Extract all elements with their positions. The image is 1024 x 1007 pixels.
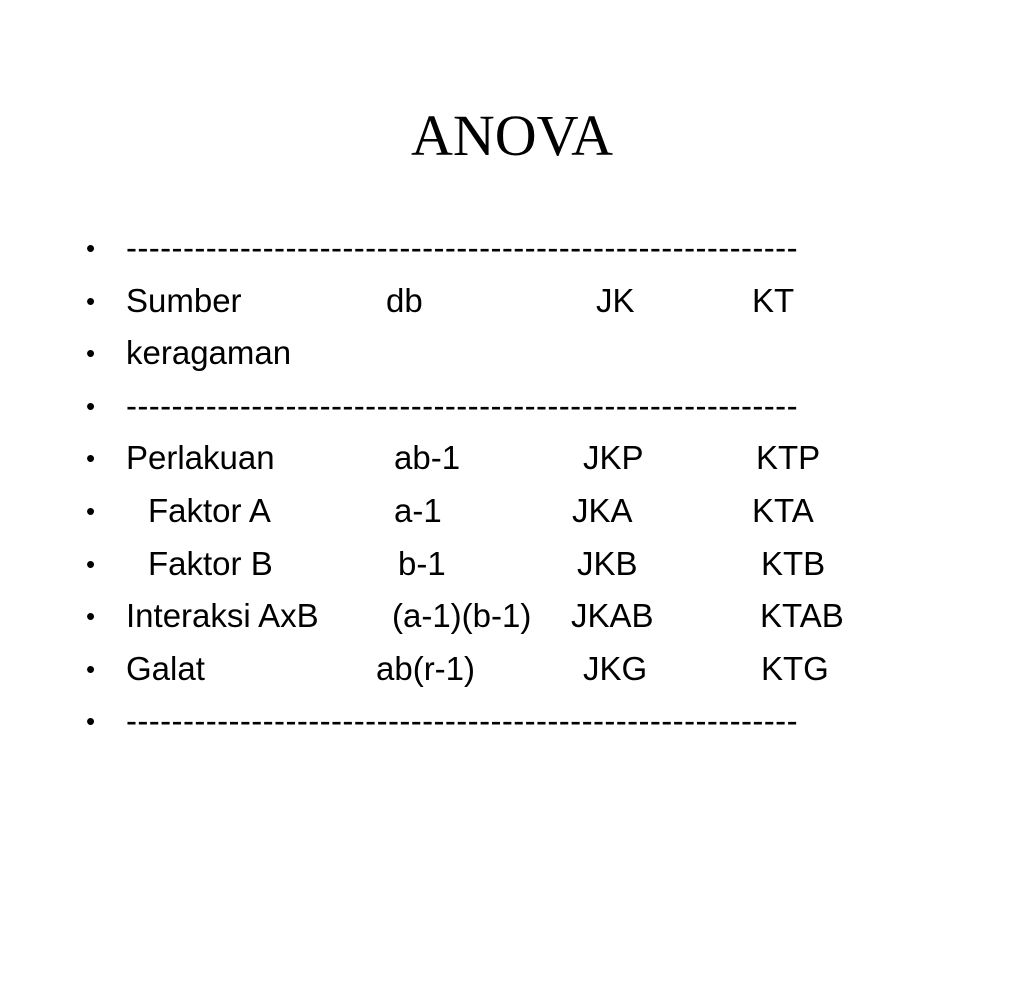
bullet-icon: • <box>86 233 96 263</box>
table-row <box>0 485 1024 538</box>
source-cell: Faktor A <box>148 491 271 529</box>
bullet-icon: • <box>86 495 96 526</box>
ss-cell: JKAB <box>571 597 654 635</box>
separator-line: ----------------------------------------------------------- <box>126 229 798 266</box>
df-cell: ab-1 <box>394 439 461 477</box>
df-cell: b-1 <box>398 544 446 582</box>
bullet-icon: • <box>86 285 96 316</box>
ms-cell: KTB <box>761 544 826 582</box>
source-cell: Interaksi AxB <box>126 597 319 635</box>
bullet-icon: • <box>86 338 96 369</box>
slide-title: ANOVA <box>411 103 613 168</box>
bullet-icon: • <box>86 653 96 684</box>
ss-cell: JKP <box>583 439 644 477</box>
source-cell: Faktor B <box>148 544 273 582</box>
header-df: db <box>386 281 423 319</box>
separator-row <box>0 695 1024 748</box>
ms-cell: KTAB <box>760 597 844 635</box>
bullet-icon: • <box>86 548 96 579</box>
bullet-icon: • <box>86 706 96 737</box>
separator-row <box>0 222 1024 275</box>
separator-line: ----------------------------------------------------------- <box>126 702 798 740</box>
header-row <box>0 275 1024 328</box>
df-cell: ab(r-1) <box>376 649 476 687</box>
header-row-continuation <box>0 327 1024 380</box>
table-row <box>0 590 1024 643</box>
header-ms: KT <box>752 281 795 319</box>
bullet-icon: • <box>86 443 96 474</box>
source-cell: Galat <box>126 649 205 687</box>
df-cell: (a-1)(b-1) <box>392 597 532 635</box>
ms-cell: KTP <box>756 439 821 477</box>
bullet-icon: • <box>86 601 96 632</box>
separator-line: ----------------------------------------------------------- <box>126 386 798 424</box>
table-row <box>0 432 1024 485</box>
df-cell: a-1 <box>394 491 442 529</box>
separator-row <box>0 380 1024 433</box>
header-source-continued: keragaman <box>126 334 292 372</box>
table-row <box>0 643 1024 696</box>
table-row <box>0 538 1024 591</box>
ms-cell: KTG <box>761 649 829 687</box>
bullet-list <box>0 222 1024 748</box>
ss-cell: JKB <box>577 544 638 582</box>
source-cell: Perlakuan <box>126 439 275 477</box>
ss-cell: JKG <box>583 649 648 687</box>
bullet-icon: • <box>86 390 96 421</box>
header-ss: JK <box>596 281 635 319</box>
header-source: Sumber <box>126 281 242 319</box>
ms-cell: KTA <box>752 491 814 529</box>
ss-cell: JKA <box>572 491 633 529</box>
